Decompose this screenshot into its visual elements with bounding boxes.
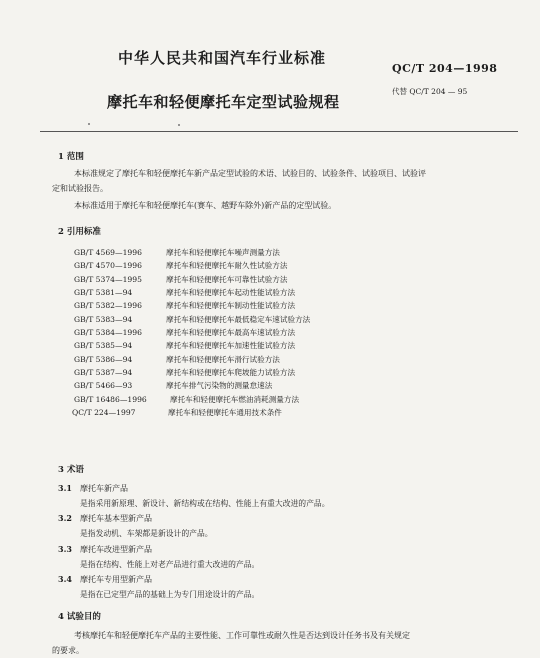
reference-list [74,246,310,419]
standard-code: QC/T 204—1998 [392,62,498,75]
document-title: 摩托车和轻便摩托车定型试验规程 [107,93,340,111]
term-definition: 是指发动机、车架都是新设计的产品。 [80,529,213,538]
reference-item: GB/T 5374—1995 摩托车和轻便摩托车可靠性试验方法 [74,274,288,284]
term-heading: 3.3 摩托车改进型新产品 [58,544,152,554]
section-4-paragraph: 考核摩托车和轻便摩托车产品的主要性能、工作可靠性或耐久性是否达到设计任务书及有关规定 的要求。 [52,631,410,655]
section-2-heading: 2 引用标准 [58,227,101,237]
reference-item: GB/T 4569—1996 摩托车和轻便摩托车噪声测量方法 [74,248,280,257]
reference-item: GB/T 5466—93 摩托车排气污染物的测量怠速法 [74,381,273,391]
reference-item: GB/T 5382—1996 摩托车和轻便摩托车制动性能试验方法 [74,301,296,311]
section-1-heading: 1 范围 [58,152,84,162]
reference-item: GB/T 5385—94 摩托车和轻便摩托车加速性能试验方法 [74,341,296,351]
reference-item: QC/T 224—1997 摩托车和轻便摩托车通用技术条件 [72,408,282,418]
replaces-note: 代替 QC/T 204 — 95 [392,87,468,96]
term-definition: 是指在已定型产品的基础上为专门用途设计的产品。 [80,590,260,599]
reference-item: GB/T 5381—94 摩托车和轻便摩托车起动性能试验方法 [74,288,296,298]
term-heading: 3.2 摩托车基本型新产品 [58,513,152,523]
section-3-heading: 3 术语 [58,465,84,475]
term-definition: 是指在结构、性能上对老产品进行重大改进的产品。 [80,560,260,569]
section-1-paragraph-1: 本标准规定了摩托车和轻便摩托车新产品定型试验的术语、试验目的、试验条件、试验项目、试验评 定和试验报告。 [52,169,426,193]
term-heading: 3.1 摩托车新产品 [58,483,128,493]
term-heading: 3.4 摩托车专用型新产品 [58,574,152,584]
reference-item: GB/T 5383—94 摩托车和轻便摩托车最低稳定车速试验方法 [74,314,311,324]
reference-item: GB/T 5384—1996 摩托车和轻便摩托车最高车速试验方法 [74,328,296,338]
reference-item: GB/T 4570—1996 摩托车和轻便摩托车耐久性试验方法 [74,261,288,271]
scan-speck [88,123,90,125]
reference-item: GB/T 5386—94 摩托车和轻便摩托车滑行试验方法 [74,354,280,364]
section-4-heading: 4 试验目的 [58,612,101,622]
reference-item: GB/T 5387—94 摩托车和轻便摩托车爬坡能力试验方法 [74,368,296,378]
header-divider [40,131,518,132]
scan-speck [178,124,180,126]
section-1-paragraph-2: 本标准适用于摩托车和轻便摩托车(赛车、越野车除外)新产品的定型试验。 [74,201,337,210]
industry-standard-heading: 中华人民共和国汽车行业标准 [118,49,327,67]
term-definition: 是指采用新原理、新设计、新结构或在结构、性能上有重大改进的产品。 [80,499,330,508]
reference-item: GB/T 16486—1996 摩托车和轻便摩托车燃油消耗测量方法 [74,394,300,404]
